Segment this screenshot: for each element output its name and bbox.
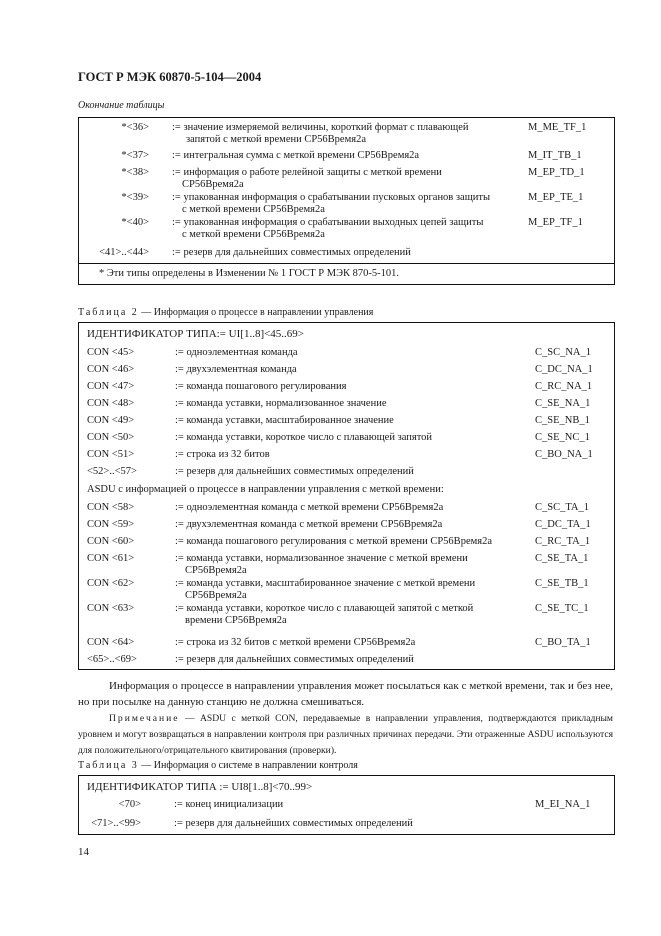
definition (175, 519, 530, 531)
type-code: M_ME_TF_1 (528, 122, 587, 133)
definition-line: := команда пошагового регулирования (175, 381, 347, 392)
body-paragraph: Информация о процессе в направлении управления может посылаться как с меткой времени, так и без нее, но при посылке на данную станцию не должна смешиваться. (78, 680, 613, 708)
definition-line: := значение измеряемой величины, короткий формат с плавающей (172, 122, 469, 133)
definition (175, 449, 530, 461)
type-code: C_DC_NA_1 (535, 364, 593, 375)
definition (175, 637, 530, 649)
definition-line: := информация о работе релейной защиты с меткой времени (172, 167, 442, 178)
definition-line: := упакованная информация о срабатывании пусковых органов защиты (172, 192, 491, 203)
note-label: Примечание (109, 713, 180, 724)
caption-text: — Информация о процессе в направлении управления (138, 307, 374, 318)
definition-line: := команда уставки, нормализованное значение с меткой времени (175, 553, 468, 564)
definition-line: := команда пошагового регулирования с меткой времени CP56Время2a (175, 536, 492, 547)
type-id: CON <60> (87, 536, 135, 547)
type-id: CON <58> (87, 502, 135, 513)
type-id: CON <63> (87, 603, 135, 614)
definition-line: с меткой времени CP56Время2a (182, 229, 325, 240)
type-code: M_IT_TB_1 (528, 150, 582, 161)
definition-line: := двухэлементная команда с меткой времени CP56Время2a (175, 519, 443, 530)
type-id: CON <45> (87, 347, 135, 358)
note-paragraph (78, 711, 613, 759)
table-3 (78, 775, 615, 835)
definition-line: := двухэлементная команда (175, 364, 297, 375)
table-2-caption (78, 307, 373, 319)
caption-text: — Информация о системе в направлении контроля (138, 760, 358, 771)
table-footnote: * Эти типы определены в Изменении № 1 ГОСТ Р МЭК 870-5-101. (99, 268, 400, 279)
definition (175, 603, 530, 627)
type-id: CON <48> (87, 398, 135, 409)
definition-line: := строка из 32 битов с меткой времени CP56Время2a (175, 637, 416, 648)
type-id: CON <51> (87, 449, 135, 460)
definition: := резерв для дальнейших совместимых определений (174, 818, 413, 829)
type-code: C_BO_TA_1 (535, 637, 591, 648)
definition (175, 364, 530, 376)
note-text: — ASDU с меткой CON, передаваемые в направлении управления, подтверждаются прикладным уровнем и могут возвращаться в направлении контроля при различных причинах передачи. Эти отраженные ASDU используются для положительного/отрицательного квитирования (проверки). (78, 713, 613, 756)
type-code: C_RC_TA_1 (535, 536, 591, 547)
definition (175, 553, 530, 577)
type-id: *<37> (121, 150, 149, 161)
table-1-continuation (78, 117, 615, 285)
definition-line: := команда уставки, масштабированное значение (175, 415, 394, 426)
type-id: CON <50> (87, 432, 135, 443)
type-id-definition: ИДЕНТИФИКАТОР ТИПА := UI8[1..8]<70..99> (87, 781, 313, 793)
type-code: C_SC_NA_1 (535, 347, 592, 358)
definition (175, 381, 530, 393)
type-id: *<38> (121, 167, 149, 178)
definition (175, 536, 530, 548)
definition-line: := однoэлементная команда (175, 347, 298, 358)
type-code: M_EI_NA_1 (535, 799, 591, 810)
type-code: C_SE_NA_1 (535, 398, 591, 409)
type-id: CON <49> (87, 415, 135, 426)
table-2 (78, 322, 615, 670)
type-code: C_RC_NA_1 (535, 381, 593, 392)
type-id: <41>..<44> (99, 247, 149, 258)
definition-line: := упакованная информация о срабатывании выходных цепей защиты (172, 217, 484, 228)
table-3-caption (78, 760, 358, 772)
type-code: C_SE_TB_1 (535, 578, 589, 589)
type-id: *<36> (121, 122, 149, 133)
definition-line: := команда уставки, нормализованное значение (175, 398, 387, 409)
definition-line: CP56Время2a (185, 565, 247, 576)
caption-prefix: Таблица 2 (78, 307, 139, 318)
definition (175, 654, 530, 666)
type-id: CON <46> (87, 364, 135, 375)
definition (172, 122, 522, 146)
definition (175, 466, 530, 478)
definition-line: := команда уставки, масштабированное значение с меткой времени (175, 578, 476, 589)
definition-line: := команда уставки, короткое число с плавающей запятой с меткой (175, 603, 474, 614)
type-id: CON <62> (87, 578, 135, 589)
definition-line: := строка из 32 битов (175, 449, 270, 460)
definition-line: := команда уставки, короткое число с плавающей запятой (175, 432, 433, 443)
definition-line: времени CP56Время2a (185, 615, 287, 626)
definition: := резерв для дальнейших совместимых определений (172, 247, 411, 258)
type-code: C_DC_TA_1 (535, 519, 591, 530)
definition-line: := резерв для дальнейших совместимых определений (175, 654, 414, 665)
definition (175, 502, 530, 514)
type-code: C_SE_NB_1 (535, 415, 590, 426)
definition (175, 347, 530, 359)
document-header: ГОСТ Р МЭК 60870-5-104—2004 (78, 70, 262, 84)
type-id: <65>..<69> (87, 654, 137, 665)
table-footnote-row (79, 263, 614, 284)
type-code: C_SE_TC_1 (535, 603, 589, 614)
continuation-label: Окончание таблицы (78, 100, 165, 111)
type-code: M_EP_TF_1 (528, 217, 583, 228)
type-id: <71>..<99> (91, 818, 141, 829)
definition (175, 432, 530, 444)
type-code: C_SE_NC_1 (535, 432, 590, 443)
definition-line: := резерв для дальнейших совместимых определений (175, 466, 414, 477)
definition (175, 398, 530, 410)
definition (175, 578, 530, 602)
type-id: CON <64> (87, 637, 135, 648)
definition: := интегральная сумма с меткой времени CP56Время2a (172, 150, 420, 161)
type-id: <70> (118, 799, 141, 810)
subheading: ASDU с информацией о процессе в направлении управления с меткой времени: (87, 484, 444, 495)
type-code: M_EP_TE_1 (528, 192, 584, 203)
type-id: *<39> (121, 192, 149, 203)
type-id-definition: ИДЕНТИФИКАТОР ТИПА:= UI[1..8]<45..69> (87, 328, 305, 340)
type-id: CON <59> (87, 519, 135, 530)
definition-line: := одноэлементная команда с меткой времени CP56Время2a (175, 502, 444, 513)
type-id: CON <47> (87, 381, 135, 392)
type-id: CON <61> (87, 553, 135, 564)
caption-prefix: Таблица 3 (78, 760, 139, 771)
definition (172, 192, 522, 216)
definition-line: CP56Время2a (185, 590, 247, 601)
type-code: C_SC_TA_1 (535, 502, 590, 513)
type-id: *<40> (121, 217, 149, 228)
type-code: M_EP_TD_1 (528, 167, 585, 178)
definition-line: запятой с меткой времени CP56Время2a (186, 134, 366, 145)
type-id: <52>..<57> (87, 466, 137, 477)
definition (172, 167, 522, 191)
type-code: C_SE_TA_1 (535, 553, 589, 564)
definition (175, 415, 530, 427)
definition (172, 217, 522, 241)
type-code: C_BO_NA_1 (535, 449, 593, 460)
definition-line: с меткой времени CP56Время2a (182, 204, 325, 215)
page-number: 14 (78, 846, 89, 858)
definition-line: CP56Время2a (182, 179, 244, 190)
definition: := конец инициализации (174, 799, 284, 810)
